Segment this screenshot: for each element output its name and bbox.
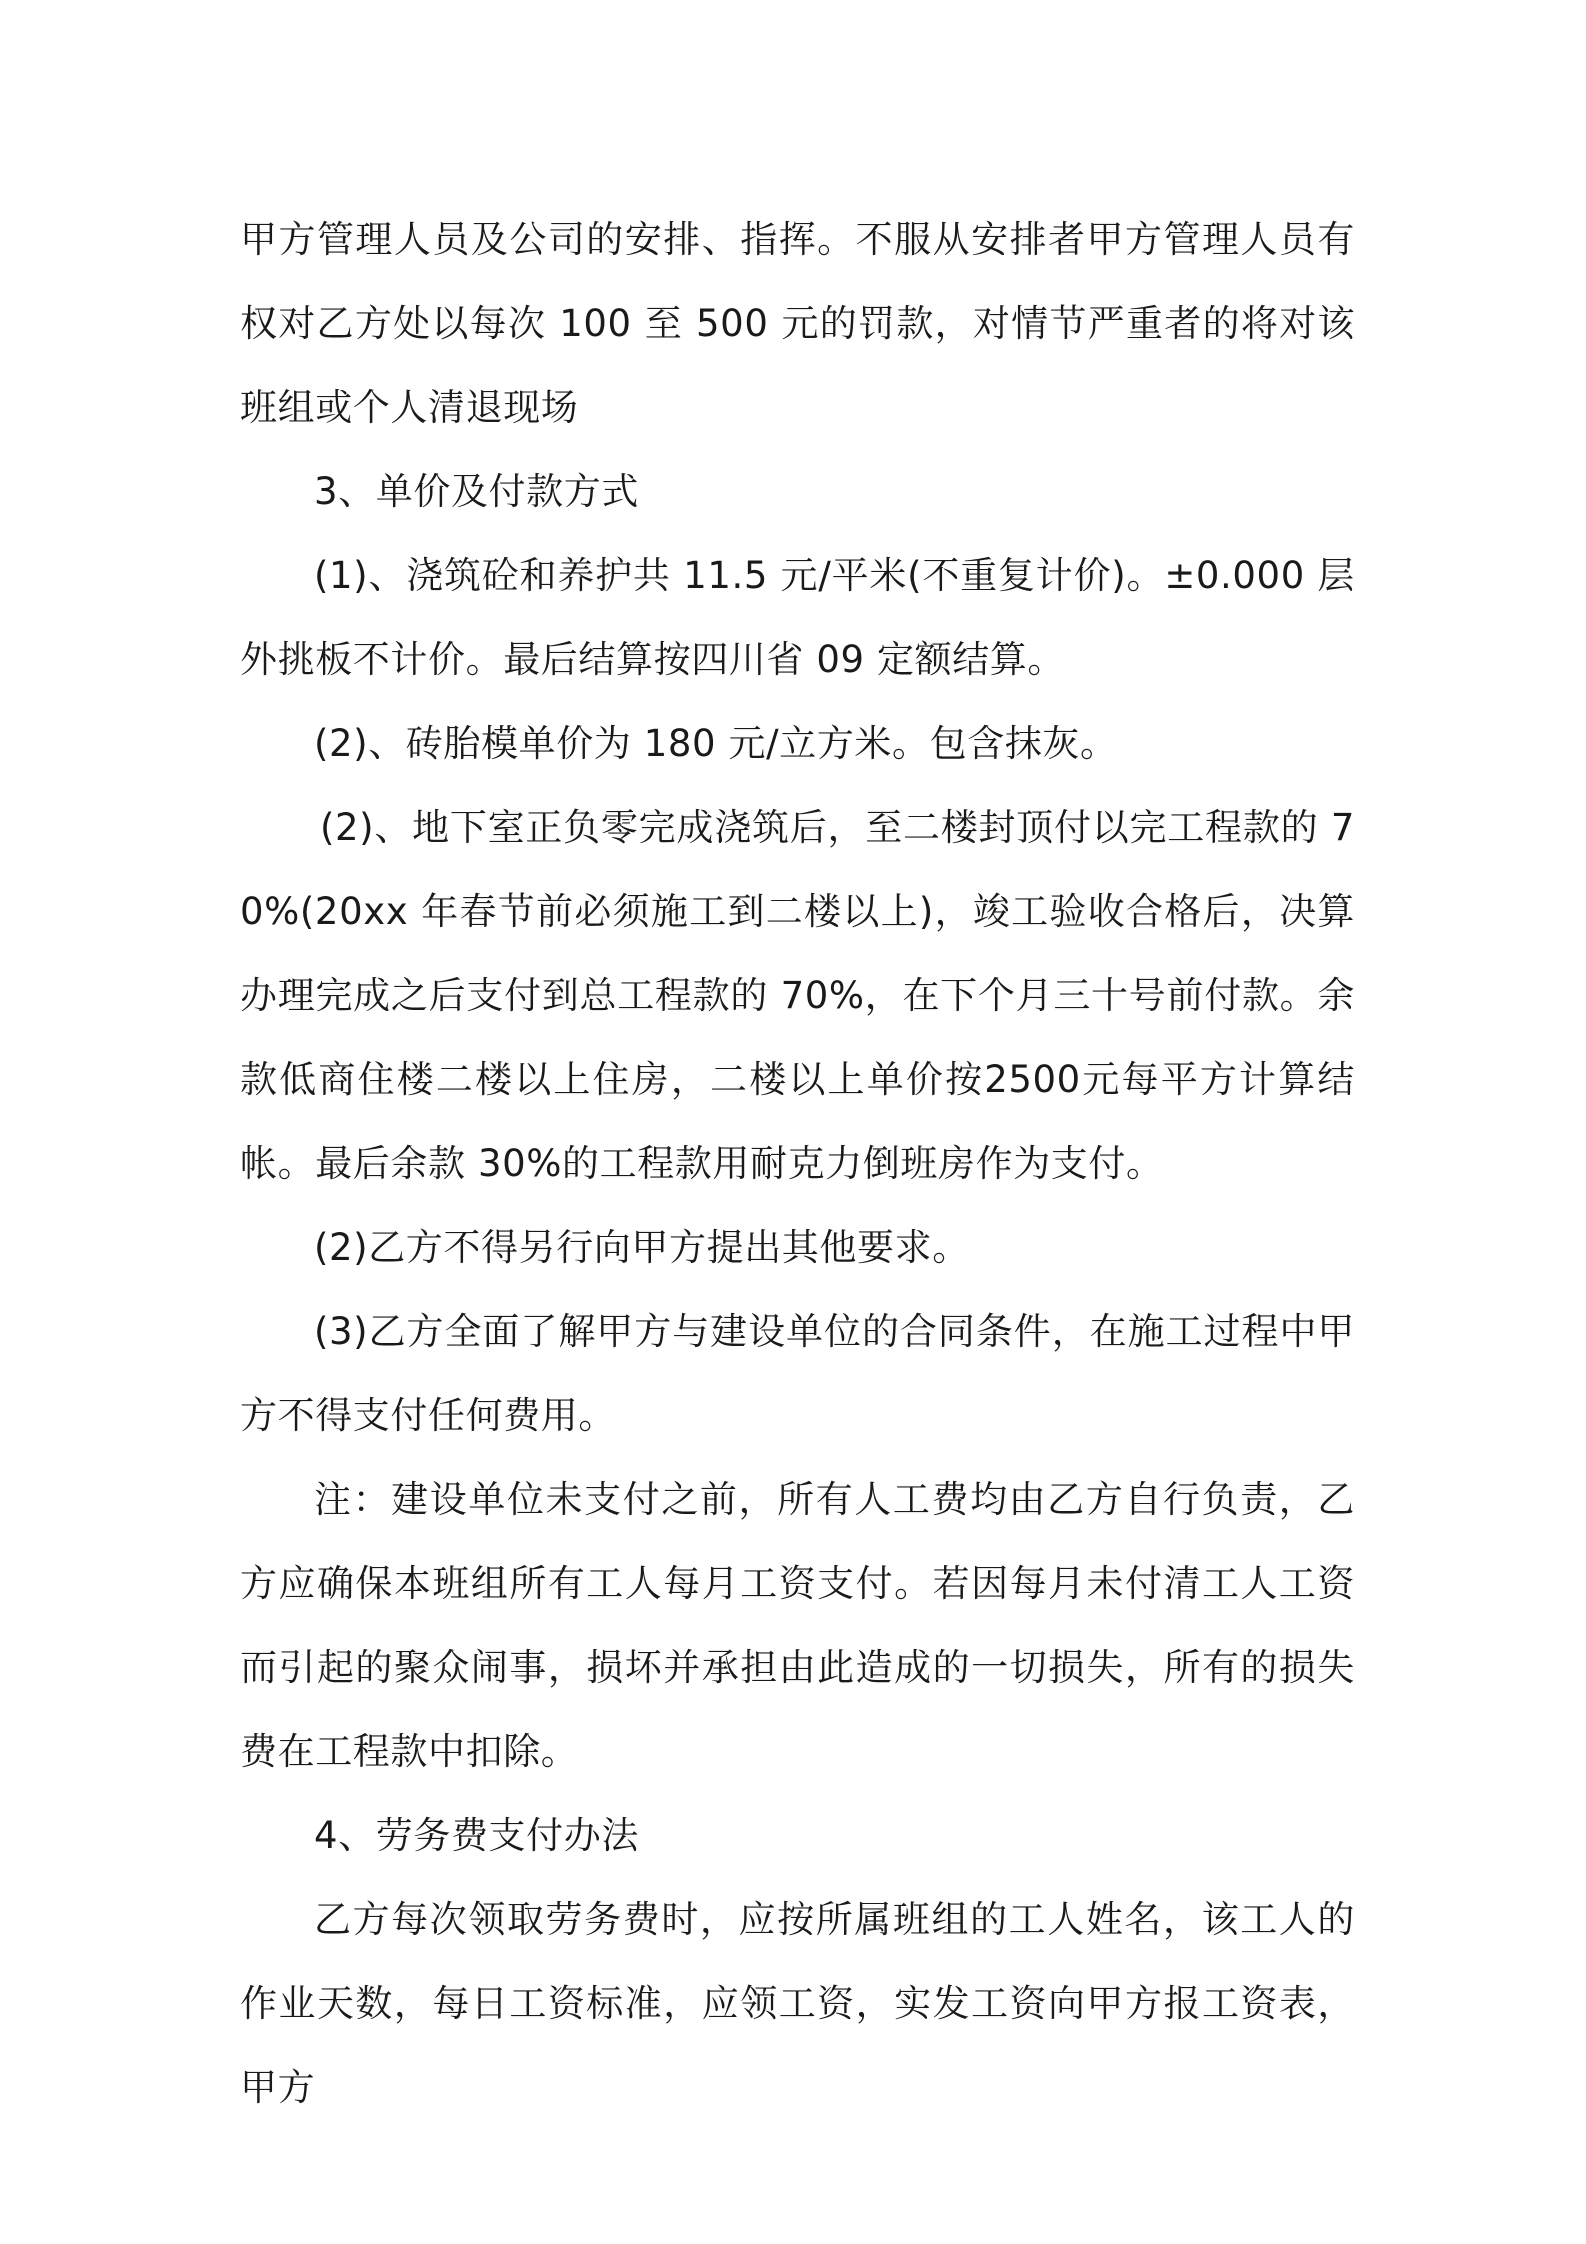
document-body	[240, 198, 1355, 2130]
heading-labor-fee-payment: 4、劳务费支付办法	[314, 1814, 639, 1857]
paragraph-penalty-clause: 甲方管理人员及公司的安排、指挥。不服从安排者甲方管理人员有权对乙方处以每次 100 至 500 元的罚款，对情节严重者的将对该班组或个人清退现场	[240, 218, 1355, 429]
heading-unit-price-payment: 3、单价及付款方式	[314, 470, 639, 513]
paragraph-no-other-requests: (2)乙方不得另行向甲方提出其他要求。	[314, 1226, 970, 1269]
paragraph-labor-fee-procedure: 乙方每次领取劳务费时，应按所属班组的工人姓名，该工人的作业天数，每日工资标准，应领工资，实发工资向甲方报工资表，甲方	[240, 1898, 1355, 2109]
paragraph-concrete-price: (1)、浇筑砼和养护共 11.5 元/平米(不重复计价)。±0.000 层外挑板不计价。最后结算按四川省 09 定额结算。	[240, 554, 1355, 681]
paragraph-brick-mold-price: (2)、砖胎模单价为 180 元/立方米。包含抹灰。	[314, 722, 1118, 765]
paragraph-contract-conditions: (3)乙方全面了解甲方与建设单位的合同条件，在施工过程中甲方不得支付任何费用。	[240, 1310, 1355, 1437]
paragraph-payment-schedule: (2)、地下室正负零完成浇筑后，至二楼封顶付以完工程款的 70%(20xx 年春节前必须施工到二楼以上)，竣工验收合格后，决算办理完成之后支付到总工程款的 70%，在下个月三十号前付款。余款低商住楼二楼以上住房，二楼以上单价按2500元每平方计算结帐。最后余款 30%的工程款用耐克力倒班房作为支付。	[240, 806, 1355, 1185]
paragraph-note-wages: 注：建设单位未支付之前，所有人工费均由乙方自行负责，乙方应确保本班组所有工人每月工资支付。若因每月未付清工人工资而引起的聚众闹事，损坏并承担由此造成的一切损失，所有的损失费在工程款中扣除。	[240, 1478, 1355, 1773]
